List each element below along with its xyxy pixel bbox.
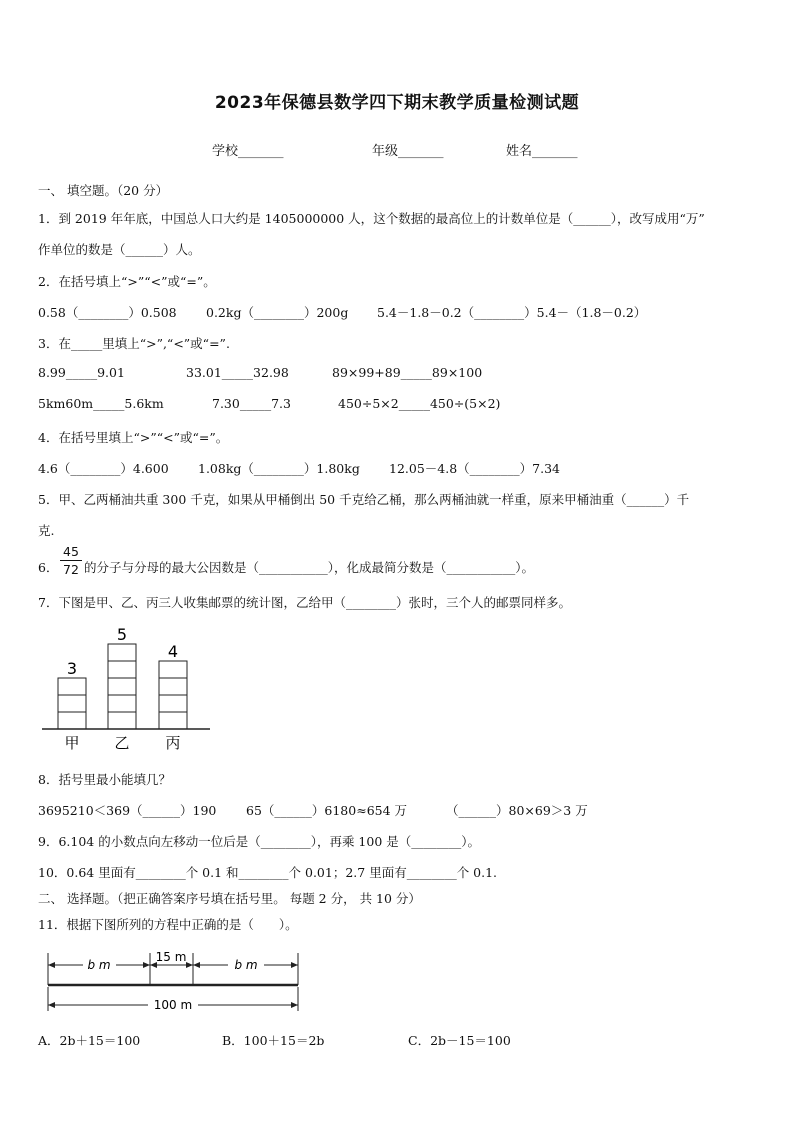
chart-square [159, 678, 187, 695]
question-6-number: 6． [38, 560, 59, 575]
question-11: 11．根据下图所列的方程中正确的是（ ）。 [38, 917, 298, 932]
question-8: 8．括号里最小能填几？ [38, 772, 171, 787]
question-3-item-1: 8.99_____9.01 [38, 365, 125, 380]
segment-label-1: b m [87, 958, 111, 972]
chart-square [108, 678, 136, 695]
fraction-bar [60, 560, 82, 561]
chart-square [159, 695, 187, 712]
question-2-item-1: 0.58（________）0.508 [38, 305, 177, 320]
fraction-denominator: 72 [63, 562, 79, 577]
data-label: 3 [66, 659, 78, 678]
category-label: 乙 [114, 734, 130, 752]
chart-square [159, 712, 187, 729]
question-8-item-2: 65（______）6180≈654 万 [246, 803, 408, 818]
question-3: 3．在_____里填上“>”,“<”或“=”. [38, 336, 230, 351]
chart-square [108, 712, 136, 729]
option-c: C．2b－15＝100 [408, 1033, 511, 1048]
data-label: 4 [167, 642, 179, 661]
arrowhead [193, 962, 200, 968]
question-4-item-3: 12.05－4.8（________）7.34 [389, 461, 560, 476]
chart-square [58, 712, 86, 729]
question-2: 2．在括号填上“>”“<”或“=”。 [38, 274, 216, 289]
question-1-line-2: 作单位的数是（______）人。 [38, 242, 201, 257]
fraction [60, 544, 82, 577]
question-5-line-2: 克. [38, 523, 55, 538]
arrowhead [48, 1002, 55, 1008]
question-4-item-1: 4.6（________）4.600 [38, 461, 169, 476]
chart-square [58, 695, 86, 712]
segment-label-total: 100 m [153, 998, 193, 1012]
segment-label-3: b m [234, 958, 258, 972]
category-label: 甲 [64, 734, 80, 752]
arrowhead [48, 962, 55, 968]
question-2-item-2: 0.2kg（________）200g [206, 305, 349, 320]
section-2-heading: 二、 选择题。（把正确答案序号填在括号里。 每题 2 分， 共 10 分） [38, 891, 421, 906]
question-8-item-1: 3695210＜369（______）190 [38, 803, 217, 818]
grade-field: 年级_______ [372, 144, 444, 159]
section-1-heading: 一、 填空题。（20 分） [38, 183, 169, 198]
question-8-item-3: （______）80×69＞3 万 [446, 803, 588, 818]
question-3-item-6: 450÷5×2_____450÷(5×2) [338, 396, 501, 411]
chart-square [108, 695, 136, 712]
question-3-item-3: 89×99+89_____89×100 [332, 365, 483, 380]
arrowhead [186, 962, 193, 968]
arrowhead [291, 1002, 298, 1008]
segment-label-2: 15 m [155, 950, 187, 964]
question-7: 7．下图是甲、乙、丙三人收集邮票的统计图，乙给甲（________）张时，三个人的邮票同样多。 [38, 595, 571, 610]
segment-diagram [38, 945, 318, 1020]
arrowhead [291, 962, 298, 968]
question-10: 10．0.64 里面有________个 0.1 和________个 0.01；2.7 里面有________个 0.1. [38, 865, 498, 880]
chart-square [58, 678, 86, 695]
question-3-item-5: 7.30_____7.3 [212, 396, 291, 411]
question-1-line-1: 1．到 2019 年年底，中国总人口大约是 1405000000 人，这个数据的最高位上的计数单位是（______），改写成用“万” [38, 211, 705, 226]
option-a: A．2b＋15＝100 [38, 1033, 141, 1048]
question-5-line-1: 5．甲、乙两桶油共重 300 千克，如果从甲桶倒出 50 千克给乙桶，那么两桶油就一样重，原来甲桶油重（______）千 [38, 492, 690, 507]
category-label: 丙 [165, 734, 181, 752]
question-4: 4．在括号里填上“>”“<”或“=”。 [38, 430, 229, 445]
chart-square [108, 661, 136, 678]
school-field: 学校_______ [212, 144, 284, 159]
chart-square [108, 644, 136, 661]
question-2-item-3: 5.4－1.8－0.2（________）5.4－（1.8－0.2） [377, 305, 647, 320]
data-label: 5 [116, 625, 128, 644]
question-9: 9．6.104 的小数点向左移动一位后是（________），再乘 100 是（________）。 [38, 834, 481, 849]
chart-square [159, 661, 187, 678]
page-title: 2023年保德县数学四下期末教学质量检测试题 [214, 93, 580, 113]
question-3-item-2: 33.01_____32.98 [186, 365, 289, 380]
question-6-text: 的分子与分母的最大公因数是（___________），化成最简分数是（___________）。 [84, 560, 535, 575]
question-4-item-2: 1.08kg（________）1.80kg [198, 461, 360, 476]
option-b: B．100＋15＝2b [222, 1033, 325, 1048]
fraction-numerator: 45 [63, 544, 79, 559]
arrowhead [143, 962, 150, 968]
question-3-item-4: 5km60m_____5.6km [38, 396, 164, 411]
name-field: 姓名_______ [506, 144, 578, 159]
stamp-chart [38, 620, 218, 760]
